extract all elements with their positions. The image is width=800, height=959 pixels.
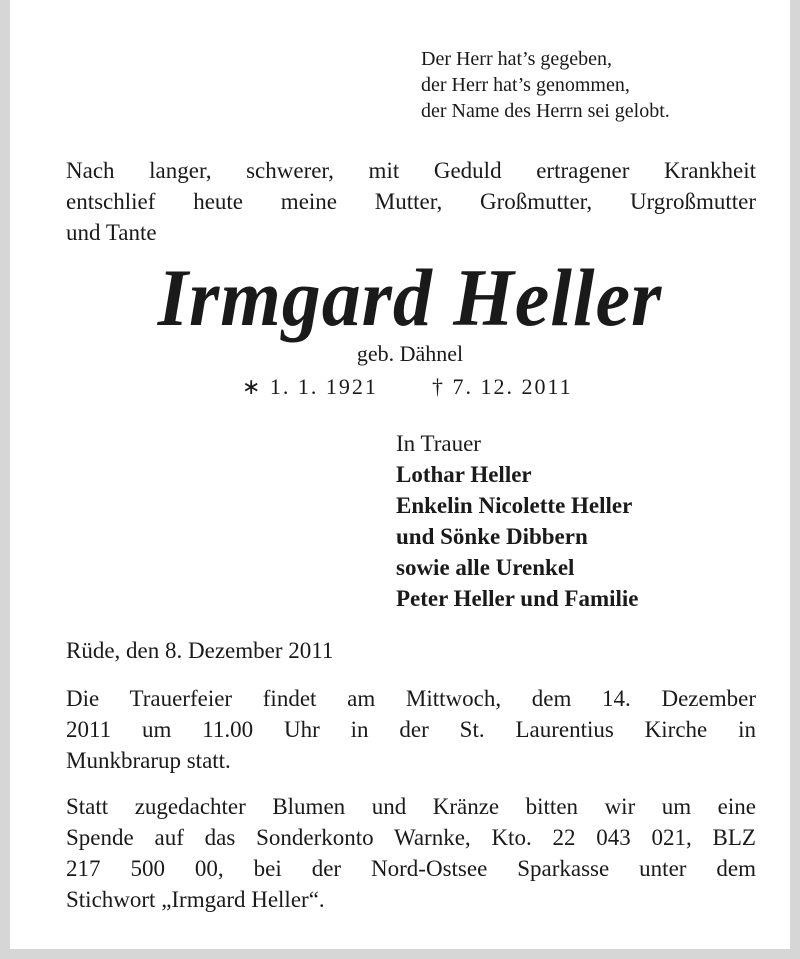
mourners-block (396, 428, 776, 614)
mourning-heading: In Trauer (396, 431, 481, 456)
donation-line: 217 500 00, bei der Nord-Ostsee Sparkasse unter dem (66, 856, 756, 881)
service-line: Die Trauerfeier findet am Mittwoch, dem 14. Dezember (66, 686, 756, 711)
mourner-name: Enkelin Nicolette Heller (396, 493, 633, 518)
mourner-name: Peter Heller und Familie (396, 586, 639, 611)
place-and-date: Rüde, den 8. Dezember 2011 (66, 638, 334, 663)
mourner-name: sowie alle Urenkel (396, 555, 575, 580)
bible-verse (421, 46, 781, 124)
service-line: Munkbrarup statt. (66, 748, 231, 773)
mourner-name: und Sönke Dibbern (396, 524, 588, 549)
intro-line: und Tante (66, 220, 157, 245)
birth-name (10, 340, 800, 368)
donation-line: Statt zugedachter Blumen und Kränze bitten wir um eine (66, 794, 756, 819)
verse-line: der Herr hat’s genommen, (421, 74, 630, 96)
death-date: † 7. 12. 2011 (432, 374, 573, 399)
intro-line: Nach langer, schwerer, mit Geduld ertragener Krankheit (66, 158, 756, 183)
service-line: 2011 um 11.00 Uhr in der St. Laurentius Kirche in (66, 717, 756, 742)
donation-paragraph (66, 791, 756, 915)
birth-date: ∗ 1. 1. 1921 (242, 374, 378, 399)
birth-name-text: geb. Dähnel (356, 341, 464, 366)
mourner-name: Lothar Heller (396, 462, 532, 487)
intro-line: entschlief heute meine Mutter, Großmutter, Urgroßmutter (66, 189, 756, 214)
life-dates (242, 373, 642, 401)
verse-line: der Name des Herrn sei gelobt. (421, 100, 670, 122)
funeral-service-paragraph (66, 683, 756, 776)
donation-line: Spende auf das Sonderkonto Warnke, Kto. 22 043 021, BLZ (66, 825, 756, 850)
deceased-name: Irmgard Heller (157, 252, 663, 343)
intro-paragraph (66, 155, 756, 248)
verse-line: Der Herr hat’s gegeben, (421, 48, 613, 70)
donation-line: Stichwort „Irmgard Heller“. (66, 887, 325, 912)
